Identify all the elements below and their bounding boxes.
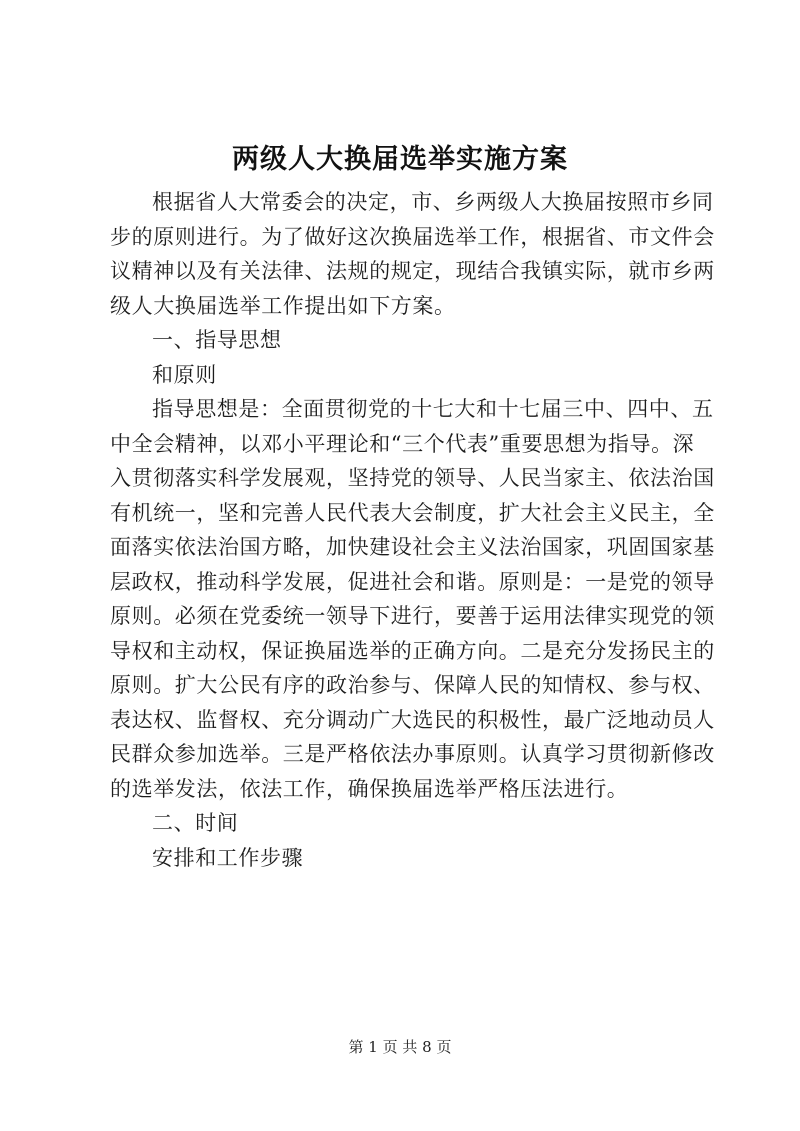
paragraph-line: 原则。扩大公民有序的政治参与、保障人民的知情权、参与权、 — [110, 673, 715, 697]
paragraph-line: 表达权、监督权、充分调动广大选民的积极性，最广泛地动员人 — [110, 707, 715, 732]
paragraph-line: 根据省人大常委会的决定，市、乡两级人大换届按照市乡同 — [152, 190, 714, 214]
paragraph-line: 民群众参加选举。三是严格依法办事原则。认真学习贯彻新修改 — [110, 742, 715, 766]
paragraph-line: 导权和主动权，保证换届选举的正确方向。二是充分发扬民主的 — [110, 638, 715, 663]
section-heading: 二、时间 — [152, 811, 239, 835]
paragraph-line: 原则。必须在党委统一领导下进行，要善于运用法律实现党的领 — [110, 604, 715, 628]
paragraph-line: 步的原则进行。为了做好这次换届选举工作，根据省、市文件会 — [110, 224, 715, 249]
paragraph-line: 面落实依法治国方略，加快建设社会主义法治国家，巩固国家基 — [110, 535, 715, 559]
paragraph-line: 入贯彻落实科学发展观，坚持党的领导、人民当家主、依法治国 — [110, 466, 715, 490]
section-heading: 安排和工作步骤 — [152, 845, 304, 870]
paragraph-line: 级人大换届选举工作提出如下方案。 — [110, 293, 456, 318]
paragraph-line: 层政权，推动科学发展，促进社会和谐。原则是：一是党的领导 — [110, 569, 715, 594]
paragraph-line: 指导思想是：全面贯彻党的十七大和十七届三中、四中、五 — [152, 397, 714, 421]
section-heading: 和原则 — [152, 362, 217, 387]
paragraph-line: 中全会精神，以邓小平理论和“三个代表”重要思想为指导。深 — [110, 431, 695, 456]
paragraph-line: 的选举发法，依法工作，确保换届选举严格压法进行。 — [110, 776, 629, 801]
paragraph-line: 有机统一，坚和完善人民代表大会制度，扩大社会主义民主，全 — [110, 500, 715, 525]
page-title: 两级人大换届选举实施方案 — [232, 144, 568, 175]
paragraph-line: 议精神以及有关法律、法规的规定，现结合我镇实际，就市乡两 — [110, 259, 715, 283]
document-body — [110, 185, 715, 875]
section-heading: 一、指导思想 — [152, 328, 282, 352]
page-number-footer: 第 1 页 共 8 页 — [348, 1038, 452, 1056]
